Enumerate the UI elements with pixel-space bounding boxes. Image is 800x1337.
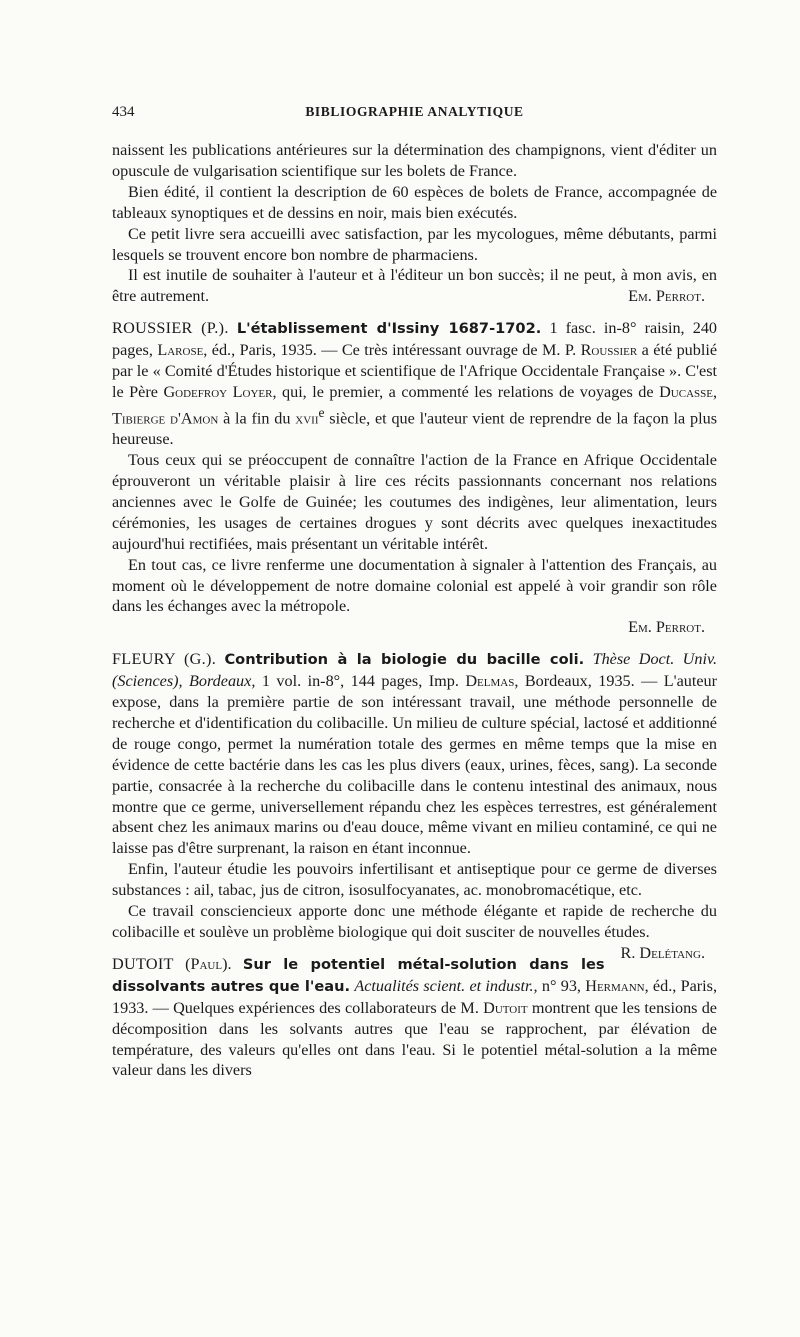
citation-text: , éd., Paris, 1935. — Ce très intéressant ouvrage de M. P. bbox=[203, 341, 577, 360]
entry-author: DUTOIT bbox=[112, 954, 174, 973]
entry-title: L'établissement d'Issiny 1687-1702. bbox=[236, 320, 542, 338]
person-name: Dutoit bbox=[483, 998, 528, 1017]
body-text: siècle, et que l'auteur vient de reprendre de la façon la plus heureuse. bbox=[112, 409, 718, 449]
paragraph-with-signature bbox=[112, 901, 717, 962]
review-entry-dutoit bbox=[112, 954, 717, 1081]
paragraph: Enfin, l'auteur étudie les pouvoirs infertilisant et antiseptique pour ce germe de diverses substances : ail, tabac, jus de citron, isosulfocyanates, ac. monobromacétique, etc. bbox=[112, 860, 717, 900]
entry-author: FLEURY (G.). bbox=[112, 650, 217, 669]
paragraph: Bien édité, il contient la description de 60 espèces de bolets de France, accompagnée de tableaux synoptiques et de dessins en noir, mais bien exécutés. bbox=[112, 182, 717, 222]
citation-text: 1 fasc. in-8° raisin, 240 pages, bbox=[112, 319, 718, 360]
body-text: à la fin du bbox=[223, 409, 291, 428]
paragraph-text: Il est inutile de souhaiter à l'auteur et à l'éditeur un bon succès; il ne peut, à mon avis, en être autrement. bbox=[112, 266, 717, 306]
printer-name: Delmas bbox=[465, 672, 515, 691]
reviewer-signature: Em. Perrot. bbox=[628, 618, 705, 637]
series-name: Actualités scient. et industr., bbox=[354, 976, 538, 995]
review-entry-roussier bbox=[112, 318, 717, 638]
review-entry-fleury bbox=[112, 649, 718, 962]
century-numeral: xvii bbox=[295, 409, 319, 428]
running-title: BIBLIOGRAPHIE ANALYTIQUE bbox=[305, 104, 524, 119]
person-name: Godefroy Loyer bbox=[163, 382, 273, 401]
century-superscript: e bbox=[318, 404, 325, 420]
paragraph-text: Ce travail consciencieux apporte donc une méthode élégante et rapide de recherche du colibacille et soulève un problème biologique qui doit susciter de nouvelles études. bbox=[112, 902, 717, 942]
entry-heading-paragraph bbox=[112, 954, 717, 1081]
entry-author: ROUSSIER (P.). bbox=[112, 319, 229, 338]
person-name: Tibierge d'Amon bbox=[112, 409, 219, 428]
entry-heading-paragraph bbox=[112, 649, 717, 859]
citation-text: n° 93, bbox=[541, 976, 581, 995]
paragraph: naissent les publications antérieures sur la détermination des champignons, vient d'éditer un opuscule de vulgarisation scientifique sur les bolets de France. bbox=[112, 141, 717, 180]
paragraph-with-signature bbox=[112, 265, 717, 307]
reviewer-signature: Em. Perrot. bbox=[628, 287, 705, 306]
body-text: , Bordeaux, 1935. — L'auteur expose, dans la première partie de son intéressant travail, une méthode personnelle de recherche et d'identification du colibacille. Un milieu de culture spécial, lactosé et additionné de rouge congo, permet la numération totale des germes en même temps que la mise en évidence de cette bactérie dans les cas les plus divers (eaux, urines, fèces, sang). La seconde partie, consacrée à la recherche du colibacille dans le contenu intestinal des animaux, nous montre que ce germe, universellement répandu chez les espèces terrestres, est généralement absent chez les animaux marins ou d'eau douce, même vivant en milieu contaminé, ce qui ne laisse pas d'être surprenant, la raison en étant inconnue. bbox=[112, 672, 718, 858]
body-text: , qui, le premier, a commenté les relations de voyages de bbox=[272, 382, 654, 401]
paragraph: En tout cas, ce livre renferme une documentation à signaler à l'attention des Français, au moment où le développement de notre domaine colonial est appelé à voir grandir son rôle dans les échanges avec la métropole. bbox=[112, 555, 717, 616]
paragraph: Tous ceux qui se préoccupent de connaître l'action de la France en Afrique Occidentale éprouveront un véritable plaisir à lire ces récits passionnants concernant nos relations anciennes avec le Golfe de Guinée; les coutumes des indigènes, leur alimentation, leurs cérémonies, les usages de certaines drogues y sont décrits avec quelques inexactitudes aujourd'hui rectifiées, mais présentant un véritable intérêt. bbox=[112, 451, 717, 553]
entry-title: Sur le potentiel métal-solution dans les dissolvants autres que l'eau. bbox=[112, 955, 605, 995]
page-body bbox=[112, 140, 717, 1081]
page-number: 434 bbox=[112, 104, 135, 120]
body-text: montrent que les tensions de décomposition dans les solvants autres que l'eau se rapprochent, par élévation de température, des valeurs qu'elles ont dans l'eau. Si le potentiel métal-solution a la même valeur dans les divers bbox=[112, 998, 717, 1080]
body-text: a été publié par le « Comité d'Études historique et scientifique de l'Afrique Occidentale Française ». C'est le Père bbox=[112, 341, 718, 401]
author-first-name: (Paul). bbox=[185, 954, 232, 973]
reviewer-signature: R. Delétang. bbox=[620, 943, 705, 962]
person-name: Ducasse bbox=[659, 382, 713, 401]
entry-heading-paragraph: ROUSSIER (P.). L'établissement d'Issiny 1687-1702. 1 fasc. in-8° raisin, 240 pages, Larose, éd., Paris, 1935. — Ce très intéressant ouvrage de M. P. Roussier a été publié par le « Comité d'Études historique et scientifique de l'Afrique Occidentale Française ». C'est le Père Godefroy Loyer, qui, le premier, a commenté les relations de voyages de Ducasse, Tibierge d'Amon à la fin du xvii$^e$ siècle, et que l'auteur vient de reprendre de la façon la plus heureuse. bbox=[112, 319, 718, 449]
page-header bbox=[112, 104, 717, 128]
publisher-name: Larose bbox=[157, 341, 204, 360]
thesis-reference: Thèse Doct. Univ. (Sciences), Bordeaux, bbox=[112, 650, 717, 691]
publisher-name: Hermann bbox=[585, 976, 645, 995]
citation-text: 1 vol. in-8°, 144 pages, Imp. bbox=[261, 672, 459, 691]
paragraph: Ce petit livre sera accueilli avec satisfaction, par les mycologues, même débutants, parmi lesquels se trouvent encore bon nombre de pharmaciens. bbox=[112, 224, 717, 264]
review-entry-continued bbox=[112, 140, 717, 307]
person-name: Roussier bbox=[580, 341, 638, 360]
entry-title: Contribution à la biologie du bacille coli. bbox=[224, 651, 585, 669]
citation-text: , éd., Paris, 1933. — Quelques expériences des collaborateurs de M. bbox=[112, 976, 718, 1017]
